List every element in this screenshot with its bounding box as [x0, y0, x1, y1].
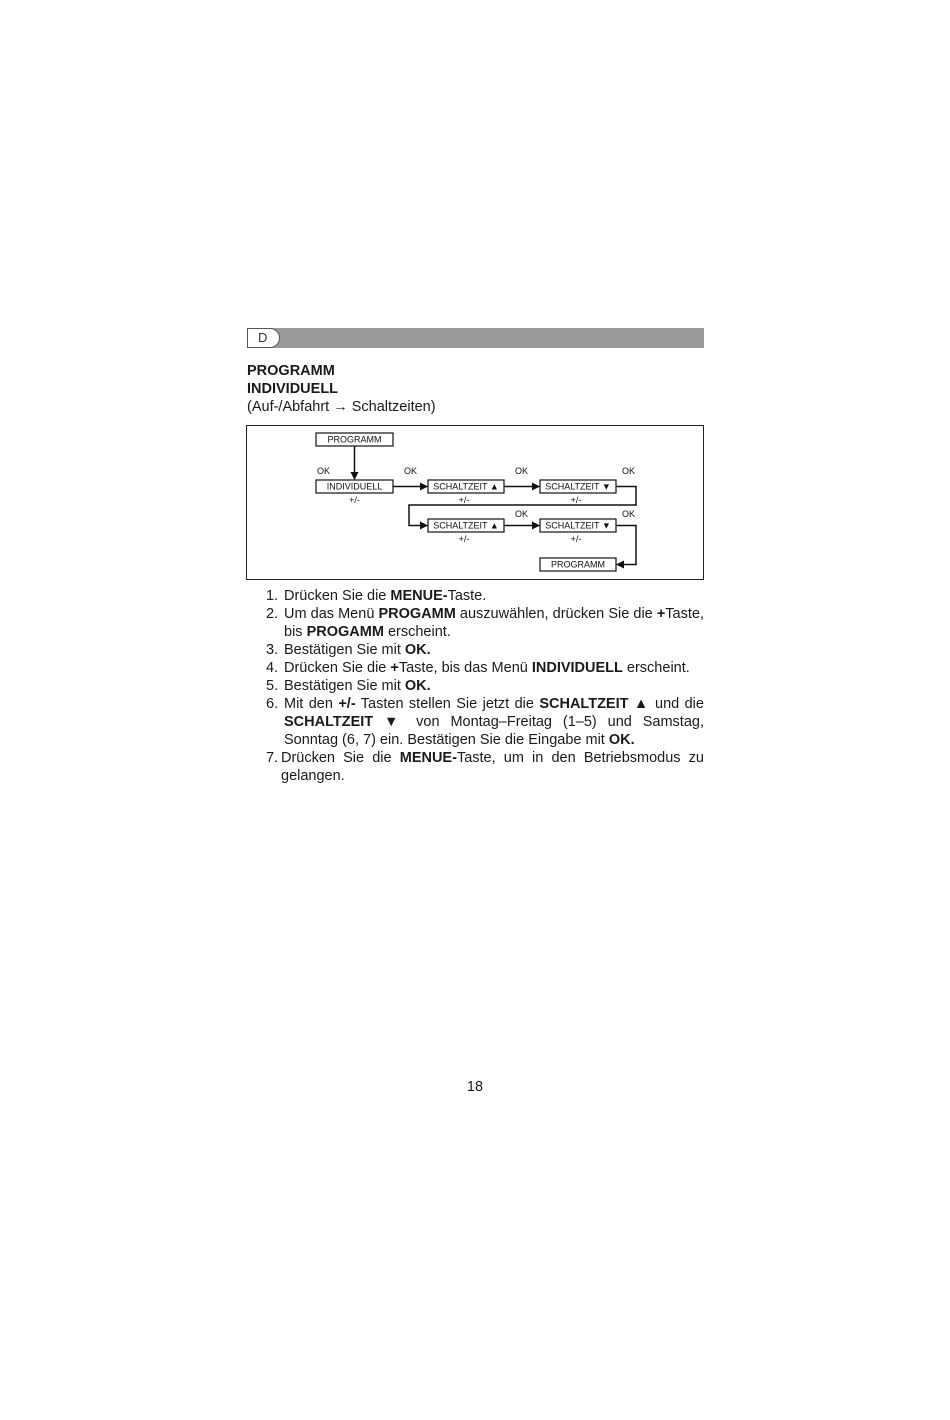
- plusminus-label: +/-: [458, 534, 470, 544]
- title-line-2: INDIVIDUELL: [247, 381, 339, 397]
- step-item: 6. Mit den +/- Tasten stellen Sie jetzt die SCHALTZEIT ▲ und die SCHALTZEIT ▼ von Montag–Freitag (1–5) und Samstag, Sonntag (6, 7) ein. Bestätigen Sie die Eingabe mit OK.: [266, 696, 704, 748]
- plusminus-label: +/-: [570, 495, 582, 505]
- ok-label: OK: [622, 509, 636, 519]
- step-number: 4.: [266, 660, 279, 676]
- step-number: 3.: [266, 642, 279, 658]
- plusminus-label: +/-: [458, 495, 470, 505]
- step-item: 2. Um das Menü PROGAMM auszuwählen, drücken Sie die +Taste, bis PROGAMM erscheint.: [266, 606, 704, 640]
- ok-label: OK: [515, 466, 529, 476]
- box-individuell-label: INDIVIDUELL: [326, 481, 383, 492]
- subtitle: (Auf-/Abfahrt → Schaltzeiten): [247, 399, 436, 415]
- box-schaltzeit-up-1-label: SCHALTZEIT ▲: [433, 481, 499, 492]
- step-number: 1.: [266, 588, 279, 604]
- step-item: 5. Bestätigen Sie mit OK.: [266, 678, 431, 694]
- title-line-1: PROGRAMM: [247, 363, 335, 379]
- box-programm-end-label: PROGRAMM: [551, 559, 605, 570]
- box-programm-top-label: PROGRAMM: [327, 434, 382, 445]
- step-item: 7. Drücken Sie die MENUE-Taste, um in den Betriebsmodus zu gelangen.: [266, 750, 704, 784]
- step-item: 3. Bestätigen Sie mit OK.: [266, 642, 431, 658]
- section-header-bar: [247, 328, 704, 348]
- box-schaltzeit-down-1-label: SCHALTZEIT ▼: [545, 481, 611, 492]
- step-number: 5.: [266, 678, 279, 694]
- ok-label: OK: [622, 466, 636, 476]
- menu-flow-diagram: [246, 425, 704, 580]
- step-number: 2.: [266, 606, 279, 622]
- step-item: 4. Drücken Sie die +Taste, bis das Menü INDIVIDUELL erscheint.: [266, 660, 690, 676]
- ok-label: OK: [317, 466, 331, 476]
- step-number: 7.: [266, 750, 279, 766]
- page-number: 18: [466, 1079, 484, 1095]
- flow-diagram-svg: [247, 426, 705, 581]
- ok-label: OK: [515, 509, 529, 519]
- language-badge: D: [247, 328, 280, 348]
- plusminus-label: +/-: [349, 495, 360, 505]
- box-schaltzeit-down-2-label: SCHALTZEIT ▼: [545, 520, 611, 531]
- plusminus-label: +/-: [570, 534, 582, 544]
- instruction-steps: [247, 587, 704, 785]
- box-schaltzeit-up-2-label: SCHALTZEIT ▲: [433, 520, 499, 531]
- step-item: 1. Drücken Sie die MENUE-Taste.: [266, 588, 487, 604]
- ok-label: OK: [404, 466, 418, 476]
- step-number: 6.: [266, 696, 279, 712]
- arrow-to-programm-end: [616, 526, 636, 565]
